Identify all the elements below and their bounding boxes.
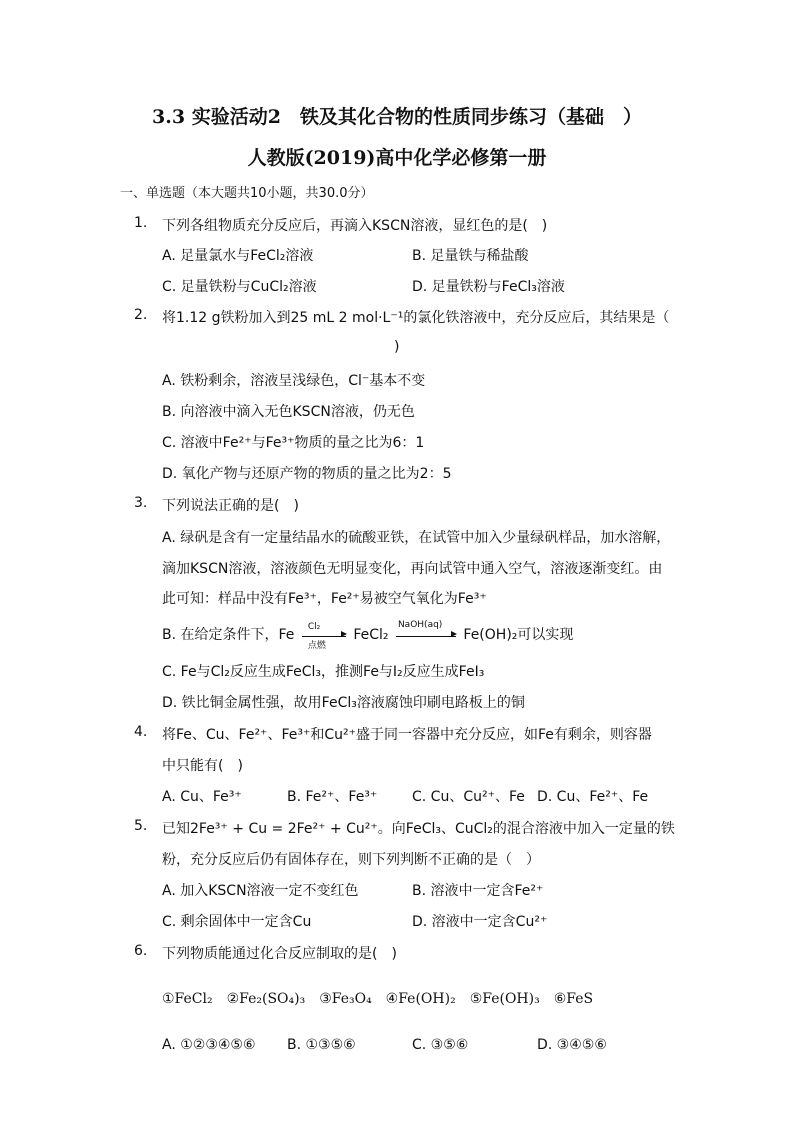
reaction-arrow-2 <box>396 619 456 637</box>
q4-option-c: C. Cu、Cu²⁺、Fe <box>412 789 525 805</box>
q6-option-a: A. ①②③④⑤⑥ <box>162 1037 256 1053</box>
q1-option-d: D. 足量铁粉与FeCl₃溶液 <box>412 279 565 295</box>
q5-option-d: D. 溶液中一定含Cu²⁺ <box>412 914 548 930</box>
q4-option-d: D. Cu、Fe²⁺、Fe <box>537 789 649 805</box>
q3-b-suffix: Fe(OH)₂可以实现 <box>463 627 574 643</box>
q2-option-a: A. 铁粉剩余，溶液呈浅绿色，Cl⁻基本不变 <box>162 373 426 389</box>
q2-option-b: B. 向溶液中滴入无色KSCN溶液，仍无色 <box>162 404 415 420</box>
q1-stem: 下列各组物质充分反应后，再滴入KSCN溶液，显红色的是( ) <box>162 218 548 234</box>
q1-option-a: A. 足量氯水与FeCl₂溶液 <box>162 248 314 264</box>
q4-stem-line1: 将Fe、Cu、Fe²⁺、Fe³⁺和Cu²⁺盛于同一容器中充分反应，如Fe有剩余，则容器 <box>162 727 652 743</box>
q1-option-b: B. 足量铁与稀盐酸 <box>412 248 529 264</box>
q5-number: 5. <box>134 818 148 834</box>
q3-b-intermediate: FeCl₂ <box>353 627 389 643</box>
q3-option-a-line3: 此可知：样品中没有Fe³⁺，Fe²⁺易被空气氧化为Fe³⁺ <box>162 591 487 607</box>
q2-stem: 将1.12 g铁粉加入到25 mL 2 mol·L⁻¹的氯化铁溶液中，充分反应后，其结果是（ <box>162 310 670 326</box>
q5-option-c: C. 剩余固体中一定含Cu <box>162 914 312 930</box>
q2-stem-end: ) <box>394 339 400 355</box>
arrow-label-top: Cl₂ <box>307 621 321 632</box>
doc-title-line1: 3.3 实验活动2 铁及其化合物的性质同步练习（基础 ） <box>152 106 642 128</box>
q2-option-d: D. 氧化产物与还原产物的物质的量之比为2：5 <box>162 466 452 482</box>
q6-items: ①FeCl₂ ②Fe₂(SO₄)₃ ③Fe₃O₄ ④Fe(OH)₂ ⑤Fe(OH)₃ ⑥FeS <box>162 991 594 1007</box>
q3-b-prefix: B. 在给定条件下，Fe <box>162 627 295 643</box>
q3-option-a-line1: A. 绿矾是含有一定量结晶水的硫酸亚铁，在试管中加入少量绿矾样品，加水溶解， <box>162 530 671 546</box>
q4-option-b: B. Fe²⁺、Fe³⁺ <box>287 789 378 805</box>
q6-option-c: C. ③⑤⑥ <box>412 1037 469 1053</box>
q3-option-c: C. Fe与Cl₂反应生成FeCl₃，推测Fe与I₂反应生成FeI₃ <box>162 664 485 680</box>
q6-option-d: D. ③④⑤⑥ <box>537 1037 607 1053</box>
q3-number: 3. <box>134 495 148 511</box>
q6-stem: 下列物质能通过化合反应制取的是( ) <box>162 946 397 962</box>
arrow-label-bottom: 点燃 <box>307 640 326 651</box>
q6-option-b: B. ①③⑤⑥ <box>287 1037 356 1053</box>
q3-stem: 下列说法正确的是( ) <box>162 498 299 514</box>
q2-number: 2. <box>134 307 148 323</box>
q5-stem-line2: 粉，充分反应后仍有固体存在，则下列判断不正确的是（ ） <box>162 852 540 868</box>
q3-option-a-line2: 滴加KSCN溶液，溶液颜色无明显变化，再向试管中通入空气，溶液逐渐变红。由 <box>162 561 663 577</box>
reaction-arrow-1 <box>302 621 346 651</box>
doc-title-line2: 人教版(2019)高中化学必修第一册 <box>247 147 547 169</box>
q5-stem-line1: 已知2Fe³⁺ + Cu = 2Fe²⁺ + Cu²⁺。向FeCl₃、CuCl₂的混合溶液中加入一定量的铁 <box>162 821 675 837</box>
q4-number: 4. <box>134 724 148 740</box>
q5-option-b: B. 溶液中一定含Fe²⁺ <box>412 883 544 899</box>
q1-option-c: C. 足量铁粉与CuCl₂溶液 <box>162 279 317 295</box>
q5-option-a: A. 加入KSCN溶液一定不变红色 <box>162 883 359 899</box>
arrow-label-top-2: NaOH(aq) <box>397 619 443 630</box>
q4-stem-line2: 中只能有( ) <box>162 758 243 774</box>
q3-option-b <box>162 619 574 651</box>
q3-option-d: D. 铁比铜金属性强，故用FeCl₃溶液腐蚀印刷电路板上的铜 <box>162 695 525 711</box>
q4-option-a: A. Cu、Fe³⁺ <box>162 789 242 805</box>
section-heading: 一、单选题（本大题共10小题，共30.0分） <box>120 186 374 201</box>
q2-option-c: C. 溶液中Fe²⁺与Fe³⁺物质的量之比为6：1 <box>162 435 425 451</box>
q1-number: 1. <box>134 215 148 231</box>
q6-number: 6. <box>134 943 148 959</box>
